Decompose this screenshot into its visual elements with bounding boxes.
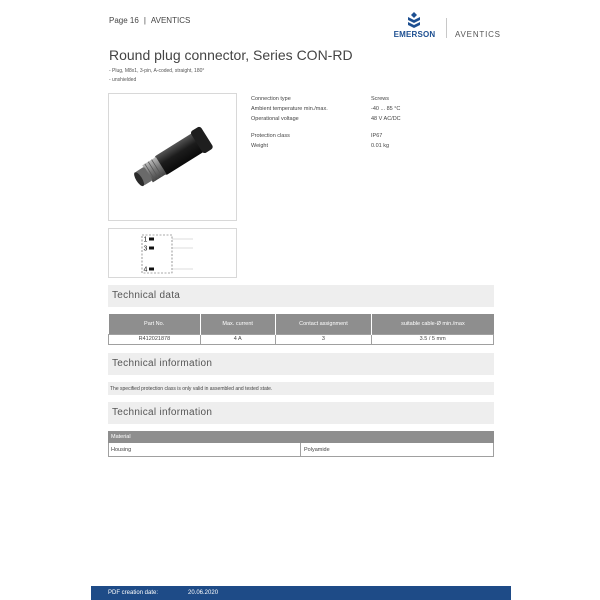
connector-illustration xyxy=(109,94,238,222)
page-number: Page 16 xyxy=(109,16,139,25)
property-value: Screws xyxy=(371,96,390,102)
cell-cable-diameter: 3.5 / 5 mm xyxy=(372,334,494,344)
column-header-contact-assignment: Contact assignment xyxy=(275,314,372,334)
technical-data-table xyxy=(108,314,494,345)
property-label: Connection type xyxy=(251,96,291,102)
section-technical-information-material xyxy=(108,402,494,424)
cell-part: Housing xyxy=(111,447,132,453)
product-image xyxy=(108,93,237,221)
property-label: Ambient temperature min./max. xyxy=(251,106,328,112)
cell-contact-assignment: 3 xyxy=(275,334,372,344)
protection-class-note: The specified protection class is only valid in assembled and tested state. xyxy=(108,382,494,395)
header-separator: | xyxy=(143,16,146,25)
table-row xyxy=(109,334,494,344)
footer-date: 20.06.2020 xyxy=(188,590,219,596)
pin-diagram xyxy=(108,228,237,278)
cell-part-no: R412021878 xyxy=(109,334,201,344)
pin-assignment-drawing xyxy=(109,229,238,279)
table-row xyxy=(108,443,494,457)
section-title: Technical data xyxy=(112,290,181,301)
property-value: 0.01 kg xyxy=(371,143,390,149)
logo-divider xyxy=(446,18,447,38)
property-value: IP67 xyxy=(371,133,383,139)
pin-label-3: 3 xyxy=(143,245,148,253)
page-title: Round plug connector, Series CON-RD xyxy=(109,47,353,63)
subline-plug: - Plug, M8x1, 3-pin, A-coded, straight, 180° xyxy=(109,68,205,74)
aventics-wordmark: AVENTICS xyxy=(455,30,501,39)
pin-label-1: 1 xyxy=(143,236,148,244)
emerson-emblem-icon xyxy=(405,12,423,28)
property-value: -40 ... 85 °C xyxy=(371,106,401,112)
column-header-cable-diameter: suitable cable-Ø min./max xyxy=(372,314,494,334)
page-header xyxy=(109,16,190,25)
column-divider xyxy=(300,443,301,456)
brand-logo xyxy=(392,12,507,42)
pin-label-4: 4 xyxy=(143,266,148,274)
cell-material: Polyamide xyxy=(304,447,330,453)
property-value: 48 V AC/DC xyxy=(371,116,401,122)
emerson-wordmark: EMERSON xyxy=(393,30,436,39)
column-header-part-no: Part No. xyxy=(109,314,201,334)
table-header-row xyxy=(109,314,494,334)
cell-max-current: 4 A xyxy=(200,334,275,344)
section-title: Technical information xyxy=(112,358,213,369)
property-label: Protection class xyxy=(251,133,290,139)
section-title: Technical information xyxy=(112,407,213,418)
property-label: Operational voltage xyxy=(251,116,299,122)
section-technical-information xyxy=(108,353,494,375)
property-label: Weight xyxy=(251,143,269,149)
footer-label: PDF creation date: xyxy=(108,590,159,596)
material-header: Material xyxy=(108,431,494,443)
page-footer xyxy=(91,586,511,600)
subline-unshielded: - unshielded xyxy=(109,77,137,83)
header-brand: AVENTICS xyxy=(150,16,191,25)
column-header-max-current: Max. current xyxy=(200,314,275,334)
material-table xyxy=(108,431,494,457)
section-technical-data xyxy=(108,285,494,307)
